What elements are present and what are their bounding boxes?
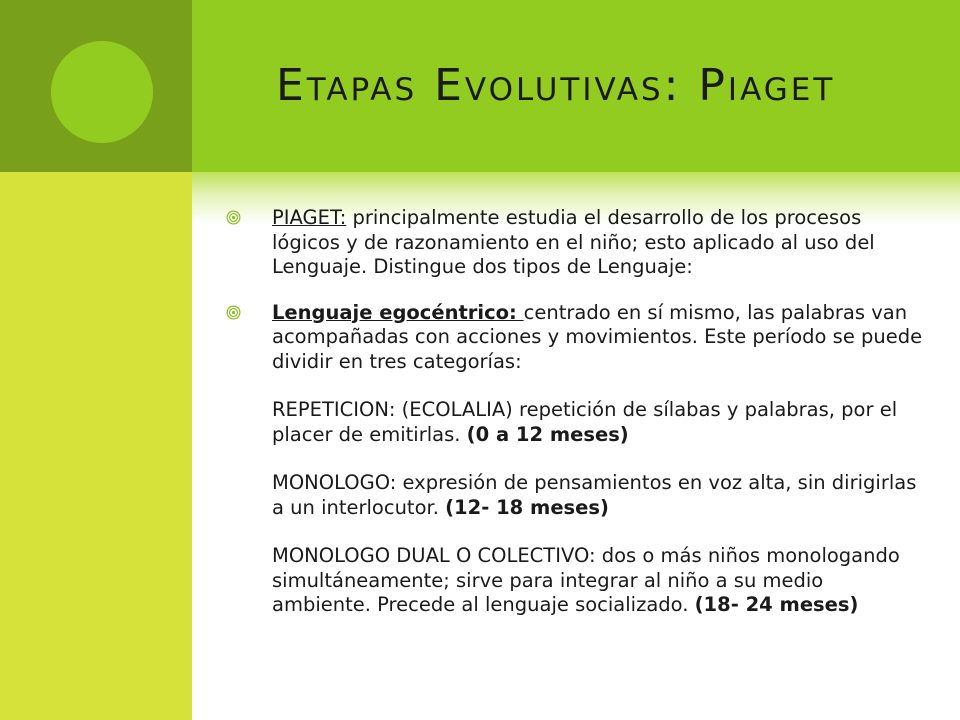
bullet-text-piaget: principalmente estudia el desarrollo de los procesos lógicos y de razonamiento en el niño; esto aplicado al uso del Lenguaje. Distingue dos tipos de Lenguaje:: [272, 206, 875, 278]
content-body: [226, 206, 926, 639]
category-monologo-dual: [272, 544, 926, 618]
age-range: (18- 24 meses): [694, 593, 859, 616]
category-text: REPETICION: (ECOLALIA) repetición de sílabas y palabras, por el placer de emitirlas.: [272, 398, 898, 446]
term-egocentrico: Lenguaje egocéntrico:: [272, 300, 524, 324]
target-bullet-icon: [226, 305, 241, 320]
left-accent-strip: [0, 172, 192, 720]
bullet-egocentrico: [226, 301, 926, 618]
decorative-circle: [51, 41, 153, 143]
slide-title: Etapas Evolutivas: Piaget: [276, 60, 836, 111]
category-text: MONOLOGO DUAL O COLECTIVO: dos o más niños monologando simultáneamente; sirve para integrar al niño a su medio ambiente. Precede al lenguaje socializado.: [272, 544, 900, 616]
bullet-piaget: [226, 206, 926, 280]
age-range: (12- 18 meses): [445, 495, 609, 519]
bullet-text-egocentrico: centrado en sí mismo, las palabras van acompañadas con acciones y movimientos. Este período se puede dividir en tres categorías:: [272, 300, 923, 373]
category-text: MONOLOGO: expresión de pensamientos en voz alta, sin dirigirlas a un interlocutor.: [272, 471, 917, 519]
category-repeticion: [272, 398, 926, 447]
age-range: (0 a 12 meses): [466, 422, 629, 446]
category-monologo: [272, 471, 926, 520]
target-bullet-icon: [226, 210, 241, 225]
term-piaget: PIAGET:: [272, 206, 347, 229]
